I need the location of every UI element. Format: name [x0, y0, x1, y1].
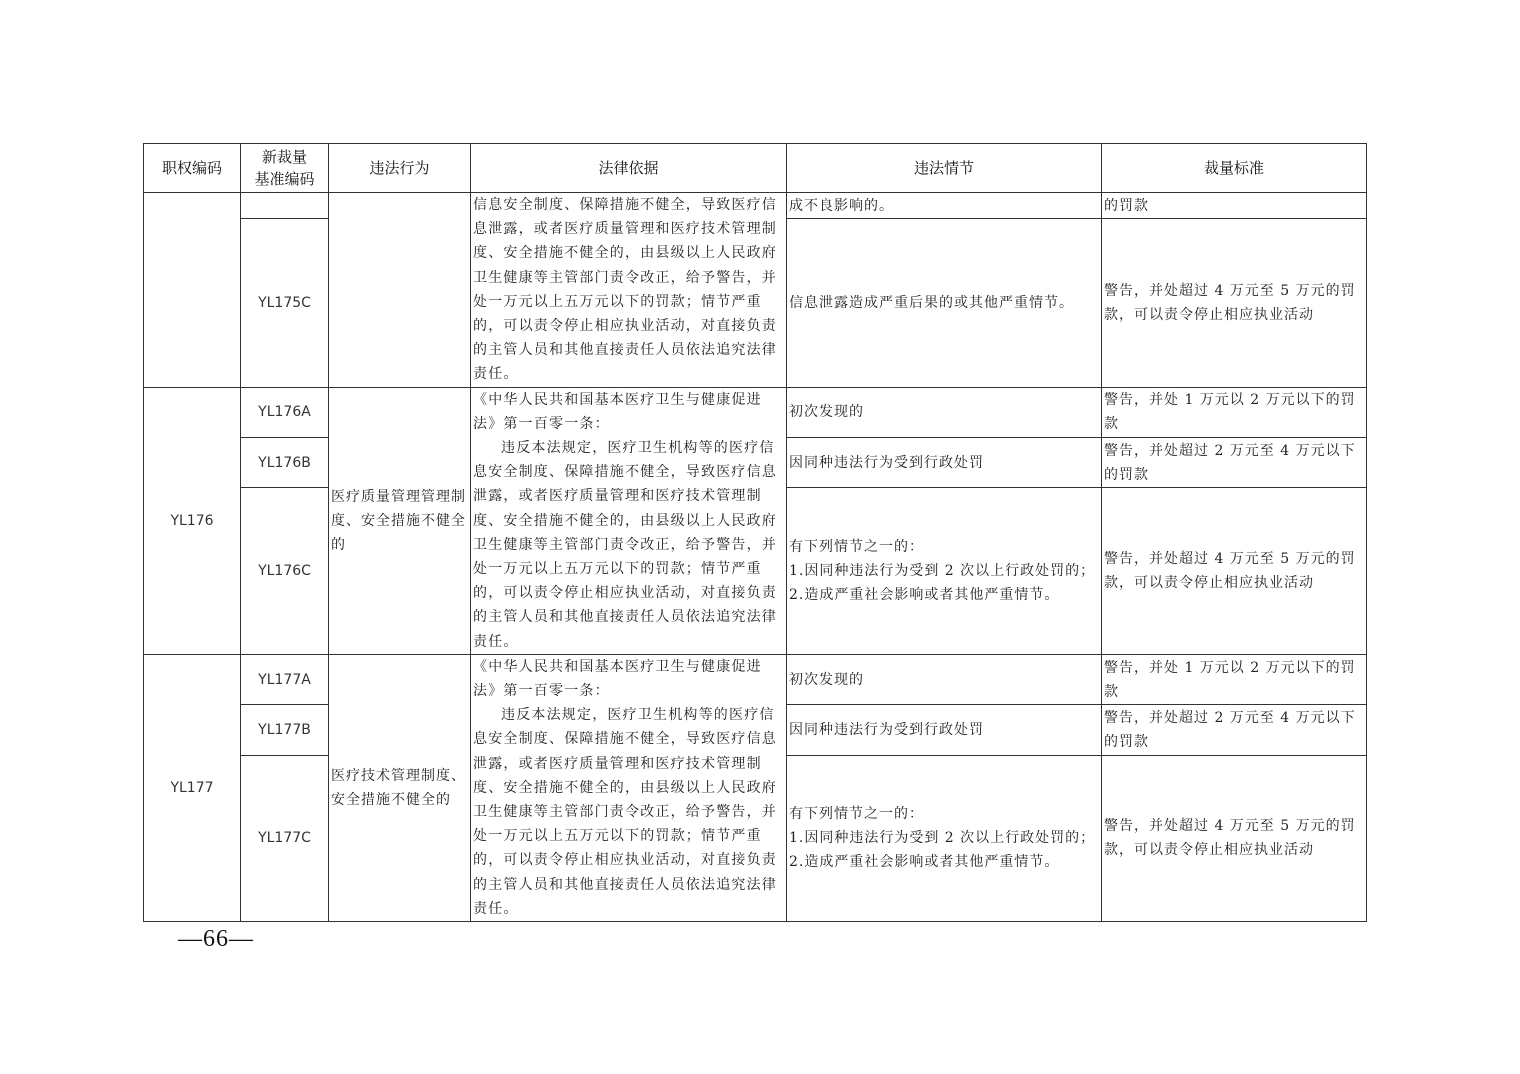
- act-cell: 医疗技术管理制度、安全措施不健全的: [329, 654, 471, 921]
- code-cell: YL176: [144, 387, 241, 654]
- header-new-code: 新裁量 基准编码: [241, 144, 329, 193]
- table-header-row: [144, 144, 1367, 193]
- standard-cell: 警告，并处超过 2 万元至 4 万元以下的罚款: [1102, 437, 1367, 487]
- sub-code-cell: YL176B: [241, 437, 329, 487]
- standard-cell: 警告，并处 1 万元以 2 万元以下的罚款: [1102, 654, 1367, 704]
- circumstance-cell: 初次发现的: [787, 387, 1102, 437]
- table-row: [144, 654, 1367, 704]
- header-basis: 法律依据: [471, 144, 787, 193]
- table-row: [144, 387, 1367, 437]
- circumstance-cell: 成不良影响的。: [787, 193, 1102, 219]
- sub-code-cell: YL177B: [241, 705, 329, 755]
- standard-cell: 的罚款: [1102, 193, 1367, 219]
- sub-code-cell: YL176A: [241, 387, 329, 437]
- circumstance-cell: 信息泄露造成严重后果的或其他严重情节。: [787, 219, 1102, 387]
- circumstance-cell: 有下列情节之一的： 1.因同种违法行为受到 2 次以上行政处罚的； 2.造成严重社会影响或者其他严重情节。: [787, 755, 1102, 922]
- header-act: 违法行为: [329, 144, 471, 193]
- discretion-standard-table: [143, 143, 1367, 922]
- code-cell: YL177: [144, 654, 241, 921]
- basis-body: 违反本法规定，医疗卫生机构等的医疗信息安全制度、保障措施不健全，导致医疗信息泄露，或者医疗质量管理和医疗技术管理制度、安全措施不健全的，由县级以上人民政府卫生健康等主管部门责令改正，给予警告，并处一万元以上五万元以下的罚款；情节严重的，可以责令停止相应执业活动，对直接负责的主管人员和其他直接责任人员依法追究法律责任。: [473, 707, 777, 917]
- circumstance-cell: 因同种违法行为受到行政处罚: [787, 437, 1102, 487]
- basis-cell: [471, 193, 787, 388]
- sub-code-cell: [241, 193, 329, 219]
- standard-cell: 警告，并处 1 万元以 2 万元以下的罚款: [1102, 387, 1367, 437]
- basis-cell: [471, 654, 787, 921]
- header-circumstance: 违法情节: [787, 144, 1102, 193]
- act-cell: [329, 193, 471, 388]
- header-code: 职权编码: [144, 144, 241, 193]
- page-number: —66—: [178, 926, 254, 952]
- standard-cell: 警告，并处超过 2 万元至 4 万元以下的罚款: [1102, 705, 1367, 755]
- circumstance-cell: 有下列情节之一的： 1.因同种违法行为受到 2 次以上行政处罚的； 2.造成严重社会影响或者其他严重情节。: [787, 488, 1102, 655]
- standard-cell: 警告，并处超过 4 万元至 5 万元的罚款，可以责令停止相应执业活动: [1102, 488, 1367, 655]
- standard-cell: 警告，并处超过 4 万元至 5 万元的罚款，可以责令停止相应执业活动: [1102, 219, 1367, 387]
- basis-cell: [471, 387, 787, 654]
- sub-code-cell: YL177C: [241, 755, 329, 922]
- circumstance-cell: 因同种违法行为受到行政处罚: [787, 705, 1102, 755]
- basis-body: 违反本法规定，医疗卫生机构等的医疗信息安全制度、保障措施不健全，导致医疗信息泄露，或者医疗质量管理和医疗技术管理制度、安全措施不健全的，由县级以上人民政府卫生健康等主管部门责令改正，给予警告，并处一万元以上五万元以下的罚款；情节严重的，可以责令停止相应执业活动，对直接负责的主管人员和其他直接责任人员依法追究法律责任。: [473, 440, 777, 650]
- sub-code-cell: YL176C: [241, 488, 329, 655]
- header-standard: 裁量标准: [1102, 144, 1367, 193]
- basis-continued: 信息安全制度、保障措施不健全，导致医疗信息泄露，或者医疗质量管理和医疗技术管理制度、安全措施不健全的，由县级以上人民政府卫生健康等主管部门责令改正，给予警告，并处一万元以上五万元以下的罚款；情节严重的，可以责令停止相应执业活动，对直接负责的主管人员和其他直接责任人员依法追究法律责任。: [473, 197, 777, 383]
- sub-code-cell: YL177A: [241, 654, 329, 704]
- table-row: [144, 193, 1367, 219]
- circumstance-cell: 初次发现的: [787, 654, 1102, 704]
- code-cell: [144, 193, 241, 388]
- act-cell: 医疗质量管理管理制度、安全措施不健全的: [329, 387, 471, 654]
- standard-cell: 警告，并处超过 4 万元至 5 万元的罚款，可以责令停止相应执业活动: [1102, 755, 1367, 922]
- basis-title: 《中华人民共和国基本医疗卫生与健康促进法》第一百零一条：: [473, 391, 762, 432]
- sub-code-cell: YL175C: [241, 219, 329, 387]
- basis-title: 《中华人民共和国基本医疗卫生与健康促进法》第一百零一条：: [473, 658, 762, 700]
